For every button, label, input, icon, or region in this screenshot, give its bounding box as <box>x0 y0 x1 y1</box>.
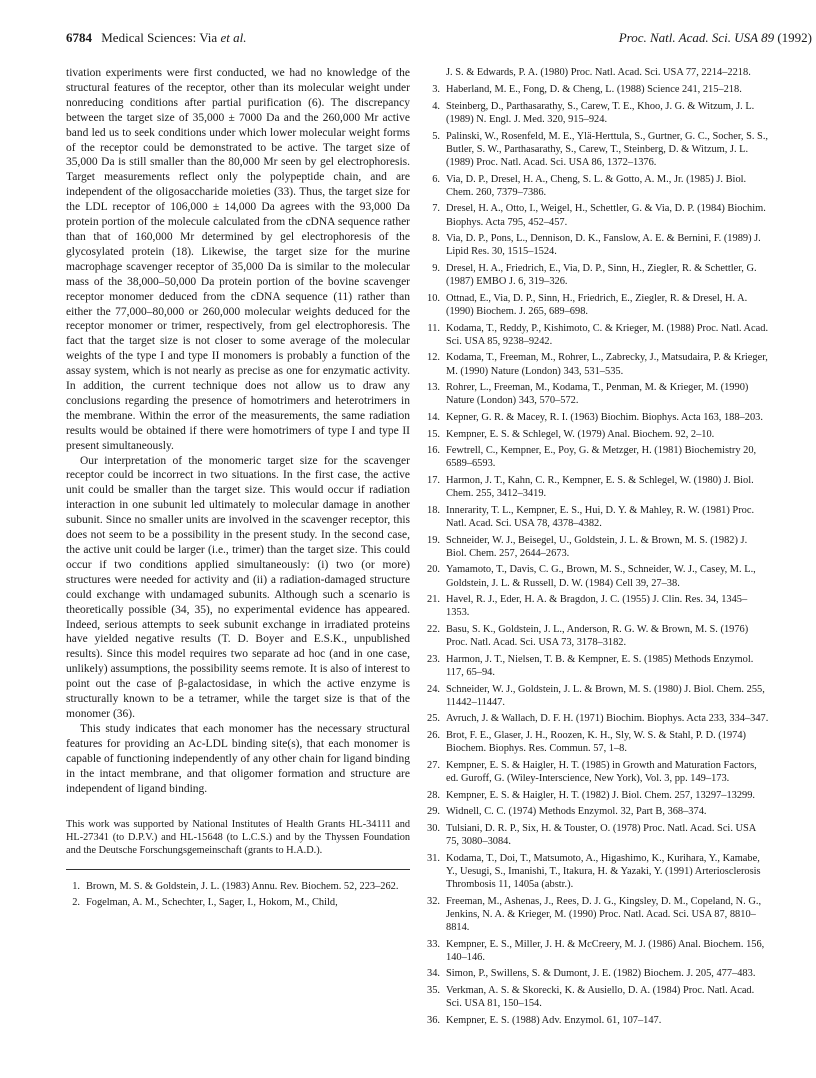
reference-item <box>426 411 770 424</box>
reference-item <box>426 938 770 964</box>
reference-number: 1. <box>72 881 80 893</box>
references-right <box>426 83 770 1027</box>
section-title: Medical Sciences: Via <box>101 30 218 45</box>
references-left <box>66 880 410 908</box>
reference-text: Via, D. P., Pons, L., Dennison, D. K., Fanslow, A. E. & Bernini, F. (1989) J. Lipid Res. 30, 1515–1524. <box>446 233 761 258</box>
reference-text: Via, D. P., Dresel, H. A., Cheng, S. L. & Gotto, A. M., Jr. (1985) J. Biol. Chem. 260, 7379–7386. <box>446 173 747 198</box>
reference-number: 23. <box>427 653 440 665</box>
reference-text: Widnell, C. C. (1974) Methods Enzymol. 32, Part B, 368–374. <box>446 806 707 818</box>
reference-text: Haberland, M. E., Fong, D. & Cheng, L. (1988) Science 241, 215–218. <box>446 84 742 96</box>
reference-number: 8. <box>432 233 440 245</box>
reference-number: 11. <box>427 322 440 334</box>
reference-text: Kempner, E. S. & Schlegel, W. (1979) Anal. Biochem. 92, 2–10. <box>446 428 715 440</box>
reference-number: 5. <box>432 130 440 142</box>
reference-text: Freeman, M., Ashenas, J., Rees, D. J. G., Kingsley, D. M., Copeland, N. G., Jenkins, N. A. & Krieger, M. (1990) Proc. Natl. Acad. Sci. USA 87, 8810–8814. <box>446 895 762 933</box>
reference-item <box>426 653 770 679</box>
reference-text: Schneider, W. J., Beisegel, U., Goldstein, J. L. & Brown, M. S. (1982) J. Biol. Chem. 257, 2644–2673. <box>446 534 748 559</box>
reference-number: 30. <box>427 822 440 834</box>
author-suffix: et al. <box>220 30 247 45</box>
reference-text: Dresel, H. A., Otto, I., Weigel, H., Schettler, G. & Via, D. P. (1984) Biochim. Biophys. Acta 795, 452–457. <box>446 203 766 228</box>
reference-number: 2. <box>72 896 80 908</box>
reference-number: 36. <box>427 1014 440 1026</box>
reference-text: Tulsiani, D. R. P., Six, H. & Touster, O. (1978) Proc. Natl. Acad. Sci. USA 75, 3080–3084. <box>446 822 756 847</box>
reference-text: Schneider, W. J., Goldstein, J. L. & Brown, M. S. (1980) J. Biol. Chem. 255, 11442–11447. <box>446 683 765 708</box>
reference-text: Avruch, J. & Wallach, D. F. H. (1971) Biochim. Biophys. Acta 233, 334–347. <box>446 713 769 725</box>
reference-text: Fewtrell, C., Kempner, E., Poy, G. & Metzger, H. (1981) Biochemistry 20, 6589–6593. <box>446 445 757 470</box>
left-column <box>66 66 410 911</box>
reference-item <box>426 1014 770 1027</box>
reference-text: Kodama, T., Freeman, M., Rohrer, L., Zabrecky, J., Matsudaira, P. & Krieger, M. (1990) Nature (London) 343, 531–535. <box>446 352 768 377</box>
reference-text: Havel, R. J., Eder, H. A. & Bragdon, J. C. (1955) J. Clin. Res. 34, 1345–1353. <box>446 594 748 619</box>
reference-item <box>426 428 770 441</box>
reference-item <box>426 805 770 818</box>
reference-number: 27. <box>427 759 440 771</box>
reference-item <box>426 759 770 785</box>
reference-number: 26. <box>427 729 440 741</box>
reference-text: Dresel, H. A., Friedrich, E., Via, D. P., Sinn, H., Ziegler, R. & Schettler, G. (1987) EMBO J. 6, 319–326. <box>446 262 757 288</box>
right-column <box>426 66 770 1030</box>
running-header <box>66 30 812 50</box>
body-paragraph-2: Our interpretation of the monomeric target size for the scavenger receptor could be incorrect in two situations. In the first case, the active unit could be smaller than the target size. This would occur if radiation interaction in one subunit led ultimately to molecular damage in another subunit. Since no smaller units are involved in the scavenger receptor, this does not seem to be a possibility in the present study. In the second case, the active unit could be larger (i.e., trimer) than the target size. This could occur if two conditions applied simultaneously: (i) two (or more) structures were needed for activity and (ii) a radiation-damaged structure could exchange with undamaged subunits. Although such a scenario is theoretically possible (34, 35), no experimental evidence has appeared. Indeed, serious attempts to seek subunit exchange in irradiated proteins have yielded negative results (T. D. Boyer and E.S.K., unpublished results). Since this model requires two separate ad hoc (and in one case, unlikely) assumptions, the possibility seems remote. It is also of interest to point out the case of β-galactosidase, in which the active enzyme is structurally known to be a tetramer, while the target size is that of the monomer (36). <box>66 454 410 720</box>
references-divider <box>66 869 410 870</box>
reference-number: 14. <box>427 411 440 423</box>
reference-text: Ottnad, E., Via, D. P., Sinn, H., Friedrich, E., Ziegler, R. & Dresel, H. A. (1990) Biochem. J. 265, 689–698. <box>446 292 748 317</box>
reference-number: 15. <box>427 428 440 440</box>
reference-number: 18. <box>427 504 440 516</box>
reference-number: 10. <box>427 292 440 304</box>
reference-number: 19. <box>427 534 440 546</box>
reference-item <box>426 504 770 530</box>
reference-number: 29. <box>427 806 440 818</box>
reference-item <box>426 444 770 470</box>
reference-number: 17. <box>427 474 440 486</box>
reference-number: 25. <box>427 713 440 725</box>
reference-number: 3. <box>432 84 440 96</box>
reference-text: Steinberg, D., Parthasarathy, S., Carew, T. E., Khoo, J. G. & Witzum, J. L. (1989) N. Engl. J. Med. 320, 915–924. <box>446 100 755 125</box>
reference-number: 13. <box>427 382 440 394</box>
reference-text: Kodama, T., Reddy, P., Kishimoto, C. & Krieger, M. (1988) Proc. Natl. Acad. Sci. USA 85, 9238–9242. <box>446 322 769 347</box>
reference-text: Palinski, W., Rosenfeld, M. E., Ylä-Herttula, S., Gurtner, G. C., Socher, S. S., Butler, S. W., Parthasarathy, S., Carew, T., Steinberg, D. & Witzum, J. L. (1989) Proc. Natl. Acad. Sci. USA 86, 1372–1376. <box>446 130 769 168</box>
reference-item <box>426 202 770 228</box>
reference-number: 9. <box>432 262 440 274</box>
reference-item <box>426 232 770 258</box>
acknowledgments: This work was supported by National Institutes of Health Grants HL-34111 and HL-27341 (to D.P.V.) and HL-15648 (to L.C.S.) and by the Thyssen Foundation and the Deutsche Forschungsgemeinschaft (grants to H.A.D.). <box>66 819 410 857</box>
reference-number: 20. <box>427 564 440 576</box>
reference-number: 16. <box>427 445 440 457</box>
header-left <box>66 30 246 46</box>
reference-number: 22. <box>427 623 440 635</box>
reference-number: 7. <box>432 203 440 215</box>
reference-number: 34. <box>427 968 440 980</box>
reference-text: Kempner, E. S. & Haigler, H. T. (1982) J. Biol. Chem. 257, 13297–13299. <box>446 789 756 801</box>
reference-item <box>426 712 770 725</box>
reference-text: Kempner, E. S., Miller, J. H. & McCreery, M. J. (1986) Anal. Biochem. 156, 140–146. <box>446 938 765 963</box>
reference-item <box>426 292 770 318</box>
reference-item <box>66 880 410 893</box>
reference-item <box>66 896 410 909</box>
reference-continuation: J. S. & Edwards, P. A. (1980) Proc. Natl. Acad. Sci. USA 77, 2214–2218. <box>446 67 751 78</box>
body-paragraph-1: tivation experiments were first conducted, we had no knowledge of the structural features of the receptor, other than its molecular weight under nonreducing conditions after partial purification (6). The discrepancy between the target size of 35,000 ± 7000 Da and the 260,000 Mr active band led us to seek conditions under which lower molecular weight forms of the receptor could be demonstrated to be active. The target size of 35,000 Da is still smaller than the 80,000 Mr seen by gel electrophoresis. Target measurements reflect only the polypeptide chain, and are independent of the oligosaccharide moieties (33). Thus, the target size for the LDL receptor of 106,000 ± 14,000 Da agrees with the 93,000 Da protein portion of the molecule calculated from the cDNA sequence rather than that of 160,000 Mr determined by gel electrophoresis of the glycosylated protein (18). Likewise, the target size for the murine macrophage scavenger receptor of 35,000 Da is similar to the molecular mass of the 38,000–50,000 Da protein portion of the bovine scavenger receptor monomer deduced from the cDNA sequence (11) rather than either the 77,000–80,000 or 260,000 molecular weights deduced for the receptor monomer or trimer, respectively, from gel electrophoresis. The fact that the target size is not closer to some average of the molecular weights of the type I and type II monomers is probably a function of the assay system, which is not nearly as precise as one for enzymatic activity. In addition, the current technique does not allow us to draw any conclusions regarding the presence of homotrimers and heterotrimers in the membrane. Within the error of the measurements, the same radiation results would be obtained if there were homotrimers of type I and type II present simultaneously. <box>66 67 410 452</box>
reference-item <box>426 852 770 892</box>
reference-item <box>426 895 770 935</box>
reference-number: 33. <box>427 938 440 950</box>
reference-number: 4. <box>432 100 440 112</box>
reference-number: 6. <box>432 173 440 185</box>
reference-number: 35. <box>427 984 440 996</box>
reference-number: 28. <box>427 789 440 801</box>
reference-item <box>426 683 770 709</box>
reference-item <box>426 83 770 96</box>
body-paragraph-3: This study indicates that each monomer has the necessary structural features for providing an Ac-LDL binding site(s), that each monomer is capable of functioning independently of any other chain for ligand binding in the intact membrane, and that oligomer formation and structure are independent of ligand binding. <box>66 722 410 795</box>
reference-text: Kempner, E. S. & Haigler, H. T. (1985) in Growth and Maturation Factors, ed. Guroff, G. (Wiley-Interscience, New York), Vol. 3, pp. 149–173. <box>446 759 757 784</box>
reference-text: Yamamoto, T., Davis, C. G., Brown, M. S., Schneider, W. J., Casey, M. L., Goldstein, J. L. & Russell, D. W. (1984) Cell 39, 27–38. <box>446 564 756 589</box>
reference-text: Innerarity, T. L., Kempner, E. S., Hui, D. Y. & Mahley, R. W. (1981) Proc. Natl. Acad. Sci. USA 78, 4378–4382. <box>446 504 755 529</box>
reference-text: Kodama, T., Doi, T., Matsumoto, A., Higashimo, K., Kurihara, Y., Kamabe, Y., Uesugi, S., Imanishi, T., Itakura, H. & Yazaki, Y. (1991) Arteriosclerosis Thrombosis 11, 1405a (abstr.). <box>446 852 761 890</box>
header-right <box>619 30 812 46</box>
page-number: 6784 <box>66 30 92 45</box>
reference-item <box>426 322 770 348</box>
reference-text: Simon, P., Swillens, S. & Dumont, J. E. (1982) Biochem. J. 205, 477–483. <box>446 968 756 980</box>
reference-number: 31. <box>427 852 440 864</box>
reference-number: 32. <box>427 895 440 907</box>
reference-text: Verkman, A. S. & Skorecki, K. & Ausiello, D. A. (1984) Proc. Natl. Acad. Sci. USA 81, 150–154. <box>446 984 755 1010</box>
reference-item <box>426 593 770 619</box>
reference-item <box>426 100 770 126</box>
reference-item <box>426 130 770 170</box>
reference-number: 12. <box>427 352 440 364</box>
reference-text: Harmon, J. T., Nielsen, T. B. & Kempner, E. S. (1985) Methods Enzymol. 117, 65–94. <box>446 653 754 678</box>
reference-text: Brot, F. E., Glaser, J. H., Roozen, K. H., Sly, W. S. & Stahl, P. D. (1974) Biochem. Biophys. Res. Commun. 57, 1–8. <box>446 729 746 755</box>
reference-text: Harmon, J. T., Kahn, C. R., Kempner, E. S. & Schlegel, W. (1980) J. Biol. Chem. 255, 3412–3419. <box>446 474 754 500</box>
reference-text: Brown, M. S. & Goldstein, J. L. (1983) Annu. Rev. Biochem. 52, 223–262. <box>86 881 399 893</box>
reference-item <box>426 381 770 407</box>
reference-item <box>426 623 770 649</box>
reference-text: Kepner, G. R. & Macey, R. I. (1963) Biochim. Biophys. Acta 163, 188–203. <box>446 411 763 423</box>
reference-text: Basu, S. K., Goldstein, J. L., Anderson, R. G. W. & Brown, M. S. (1976) Proc. Natl. Acad. Sci. USA 73, 3178–3182. <box>446 623 749 649</box>
reference-text: Fogelman, A. M., Schechter, I., Sager, I., Hokom, M., Child, <box>86 896 338 908</box>
reference-item <box>426 563 770 589</box>
reference-item <box>426 474 770 500</box>
reference-item <box>426 789 770 802</box>
reference-item <box>426 822 770 848</box>
reference-text: Kempner, E. S. (1988) Adv. Enzymol. 61, 107–147. <box>446 1014 662 1026</box>
reference-number: 24. <box>427 683 440 695</box>
reference-item <box>426 729 770 755</box>
reference-item <box>426 351 770 377</box>
reference-item <box>426 173 770 199</box>
reference-item <box>426 984 770 1010</box>
journal-name: Proc. Natl. Acad. Sci. USA 89 <box>618 30 775 45</box>
reference-item <box>426 534 770 560</box>
reference-text: Rohrer, L., Freeman, M., Kodama, T., Penman, M. & Krieger, M. (1990) Nature (London) 343, 570–572. <box>446 382 749 407</box>
reference-item <box>426 262 770 288</box>
reference-item <box>426 967 770 980</box>
journal-year: (1992) <box>777 30 812 45</box>
reference-number: 21. <box>427 594 440 606</box>
